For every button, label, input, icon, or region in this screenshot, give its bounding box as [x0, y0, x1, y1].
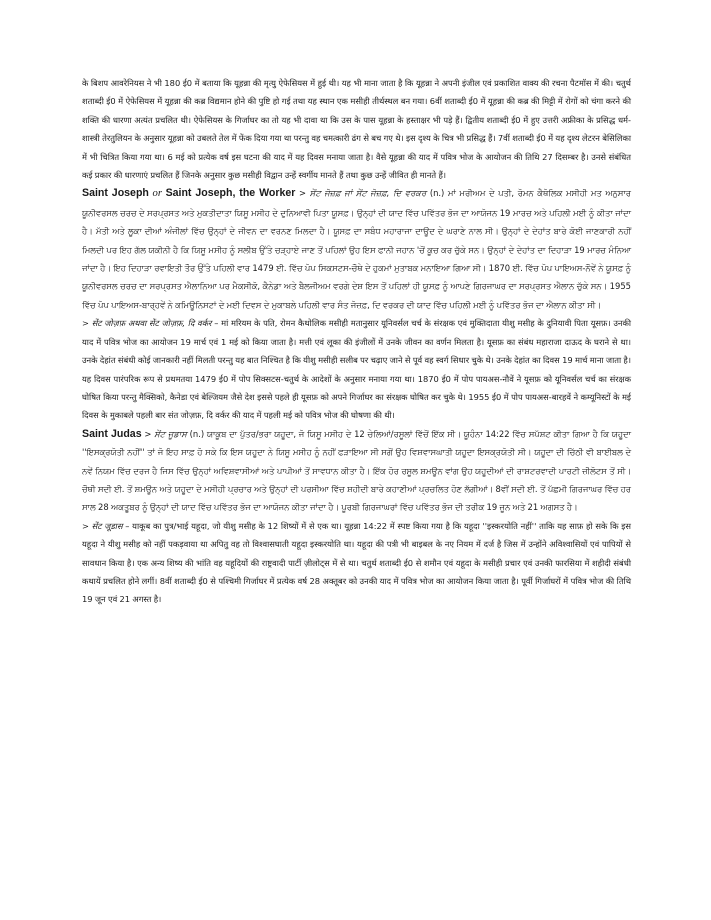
entry-transliteration: > ਸੇਂਟ ਜੂਡਾਸ — [144, 428, 187, 439]
entry-definition: (n.) ਯਾਕੂਬ ਦਾ ਪੁੱਤਰ/ਭਰਾ ਯਹੂਦਾ, ਜੋ ਯਿਸੂ ਮਸੀਹ ਦੇ 12 ਚੇਲਿਆਂ/ਰਸੂਲਾਂ ਵਿੱਚੋਂ ਇੱਕ ਸੀ। ਯੂਹੰਨਾ 14:22 ਵਿੱਚ ਸਪੱਸ਼ਟ ਕੀਤਾ ਗਿਆ ਹੈ ਕਿ ਯਹੂਦਾ ''ਇਸਕ੍ਰਯੋਤੀ ਨਹੀਂ'' ਤਾਂ ਜੋ ਇਹ ਸਾਫ਼ ਹੋ ਸਕੇ ਕਿ ਇਸ ਯਹੂਦਾ ਨੇ ਯਿਸੂ ਮਸੀਹ ਨੂੰ ਨਹੀਂ ਫੜਾਇਆ ਸੀ ਸਗੋਂ ਉਹ ਵਿਸ਼ਵਾਸਘਾਤੀ ਯਹੂਦਾ ਇਸਕ੍ਰਯੋਤੀ ਸੀ। ਯਹੂਦਾ ਦੀ ਚਿੱਠੀ ਵੀ ਬਾਈਬਲ ਦੇ ਨਵੇਂ ਨਿਯਮ ਵਿੱਚ ਦਰਜ ਹੈ ਜਿਸ ਵਿੱਚ ਉਨ੍ਹਾਂ ਅਵਿਸ਼ਵਾਸੀਆਂ ਅਤੇ ਪਾਪੀਆਂ ਤੋਂ ਸਾਵਧਾਨ ਕੀਤਾ ਹੈ। ਇੱਕ ਹੋਰ ਰਸੂਲ ਸ਼ਮਊਨ ਵਾਂਗ ਉਹ ਯਹੂਦੀਆਂ ਦੀ ਰਾਸ਼ਟਰਵਾਦੀ ਪਾਰਟੀ ਜ਼ੀਲੋਟਸ ਤੋਂ ਸੀ। ਚੌਥੀ ਸਦੀ ਈ. ਤੋਂ ਸ਼ਮਊਨ ਅਤੇ ਯਹੂਦਾ ਦੇ ਮਸੀਹੀ ਪ੍ਰਚਾਰ ਅਤੇ ਉਨ੍ਹਾਂ ਦੀ ਪਰਸੀਆ ਵਿੱਚ ਸ਼ਹੀਦੀ ਬਾਰੇ ਕਹਾਣੀਆਂ ਪ੍ਰਚਲਿਤ ਹੋਣ ਲੱਗੀਆਂ। 8ਵੀਂ ਸਦੀ ਈ. ਤੋਂ ਪੱਛਮੀ ਗਿਰਜਾਘਰ ਵਿੱਚ ਹਰ ਸਾਲ 28 ਅਕਤੂਬਰ ਨੂੰ ਉਨ੍ਹਾਂ ਦੀ ਯਾਦ ਵਿੱਚ ਪਵਿੱਤਰ ਭੋਜ ਦਾ ਆਯੋਜਨ ਕੀਤਾ ਜਾਂਦਾ ਹੈ। ਪੂਰਬੀ ਗਿਰਜਾਘਰਾਂ ਵਿੱਚ ਪਵਿੱਤਰ ਭੋਜ ਦੀ ਤਰੀਕ 19 ਜੂਨ ਅਤੇ 21 ਅਗਸਤ ਹੈ। — [82, 428, 631, 513]
saint-joseph-hindi-entry — [82, 314, 631, 424]
entry-definition: – मां मरियम के पति, रोमन कैथोलिक मसीही मतानुसार यूनिवर्सल चर्च के संरक्षक एवं मुक्तिदाता यीशु मसीह के दुनियावी पिता यूसफ़। उनकी याद में पवित्र भोज का आयोजन 19 मार्च एवं 1 मई को किया जाता है। मत्ती एवं लूका की इंजीलों में उनके जीवन का वर्णन मिलता है। यूसफ़ का संबंध महाराजा दाऊद के घराने से था। उनके देहांत संबंधी कोई जानकारी नहीं मिलती परन्तु यह बात निश्चित है कि यीशु मसीही सलीब पर चढ़ाए जाने से पूर्व वह स्वर्ग सिधार चुके थे। उनके देहांत का दिवस 19 मार्च माना जाता है। यह दिवस पारंपरिक रूप से प्रथमतया 1479 ई0 में पोप सिक्सटस-चतुर्थ के आदेशों के अनुसार मनाया गया था। 1870 ई0 में पोप पायअस-नौवें ने यूसफ़ को यूनिवर्सल चर्च का संरक्षक घोषित किया परन्तु मैक्सिको, कैनेडा एवं बेल्जियम जैसे देश इससे पहले ही यूसफ़ को अपने गिर्जाघर का संरक्षक घोषित कर चुके थे। 1955 ई0 में पोप पायअस-बारहवें ने कम्यूनिस्टों के मई दिवस के मुकाबले पहली बार संत जोज़फ़, दि वर्कर की याद में पहली मई को पवित्र भोज की घोषणा की थी। — [82, 318, 632, 421]
paragraph-text: के बिशप आवरेनियस ने भी 180 ई0 में बताया कि यूहन्ना की मृत्यु ऐफेसियस में हुई थी। यह भी माना जाता है कि यूहन्ना ने अपनी इंजील एवं प्रकाशित वाक्य की रचना पैटमॉस में की। चतुर्थ शताब्दी ई0 में ऐफेसियस में यूहन्ना की कब्र विद्यमान होने की पुष्टि हो गई तथा यह स्थान एक मसीही तीर्थस्थल बन गया। 6वीं शताब्दी ई0 में यूहन्ना की कब्र की मिट्टी में रोगों को चंगा करने की शक्ति की धारणा अत्यंत प्रचलित थी। ऐफेसियस के गिर्जाघर का तो यह भी दावा था कि उस के पास यूहन्ना के हस्ताक्षर भी पड़े हैं। द्वितीय शताब्दी ई0 में हुए उत्तरी अफ्रीका के प्रसिद्ध धर्म-शास्त्री तेरतुलियन के अनुसार यूहन्ना को उबलते तेल में फेंक दिया गया था परन्तु वह चमत्कारी ढंग से बच गए थे। इस दृश्य के चित्र भी प्रसिद्ध हैं। 7वीं शताब्दी ई0 में यह दृश्य लेटरन बेसिलिका में भी चित्रित किया गया था। 6 मई को प्रत्येक वर्ष इस घटना की याद में यह दिवस मनाया जाता है। वैसे यूहन्ना की याद में पवित्र भोज के आयोजन की तिथि 27 दिसम्बर है। उनसे संबंधित कई प्रकार की धारणाएं प्रचलित हैं जिनके अनुसार कुछ मसीही विद्वान उन्हें स्वर्गीय मानते हैं तथा कुछ उन्हें जीवित ही मानते हैं। — [82, 78, 631, 181]
john-hindi-paragraph-continued — [82, 74, 631, 184]
entry-transliteration: > सेंट जोज़फ़ अथवा सेंट जोज़फ़, दि वर्कर — [82, 318, 212, 329]
entry-definition: (n.) ਮਾਂ ਮਰੀਅਮ ਦੇ ਪਤੀ, ਰੋਮਨ ਕੈਥੋਲਿਕ ਮਸੀਹੀ ਮਤ ਅਨੁਸਾਰ ਯੂਨੀਵਰਸਲ ਚਰਚ ਦੇ ਸਰਪ੍ਰਸਤ ਅਤੇ ਮੁਕਤੀਦਾਤਾ ਯਿਸੂ ਮਸੀਹ ਦੇ ਦੁਨਿਆਵੀ ਪਿਤਾ ਯੂਸਫ਼। ਉਨ੍ਹਾਂ ਦੀ ਯਾਦ ਵਿੱਚ ਪਵਿੱਤਰ ਭੋਜ ਦਾ ਆਯੋਜਨ 19 ਮਾਰਚ ਅਤੇ ਪਹਿਲੀ ਮਈ ਨੂੰ ਕੀਤਾ ਜਾਂਦਾ ਹੈ। ਮੱਤੀ ਅਤੇ ਲੂਕਾ ਦੀਆਂ ਅੰਜੀਲਾਂ ਵਿੱਚ ਉਨ੍ਹਾਂ ਦੇ ਜੀਵਨ ਦਾ ਵਰਨਣ ਮਿਲਦਾ ਹੈ। ਯੂਸਫ਼ ਦਾ ਸਬੰਧ ਮਹਾਰਾਜਾ ਦਾਊਦ ਦੇ ਘਰਾਣੇ ਨਾਲ ਸੀ। ਉਨ੍ਹਾਂ ਦੇ ਦੇਹਾਂਤ ਬਾਰੇ ਕੋਈ ਜਾਣਕਾਰੀ ਨਹੀਂ ਮਿਲਦੀ ਪਰ ਇਹ ਗੱਲ ਯਕੀਨੀ ਹੈ ਕਿ ਯਿਸੂ ਮਸੀਹ ਨੂੰ ਸਲੀਬ ਉੱਤੇ ਚੜ੍ਹਾਏ ਜਾਣ ਤੋਂ ਪਹਿਲਾਂ ਉਹ ਇਸ ਫਾਨੀ ਜਹਾਨ 'ਚੋਂ ਕੂਚ ਕਰ ਚੁੱਕੇ ਸਨ। ਉਨ੍ਹਾਂ ਦੇ ਦੇਹਾਂਤ ਦਾ ਦਿਹਾੜਾ 19 ਮਾਰਚ ਮੰਨਿਆ ਜਾਂਦਾ ਹੈ। ਇਹ ਦਿਹਾੜਾ ਰਵਾਇਤੀ ਤੌਰ ਉੱਤੇ ਪਹਿਲੀ ਵਾਰ 1479 ਈ. ਵਿੱਚ ਪੋਪ ਸਿਕਸਟਸ-ਚੌਥੇ ਦੇ ਹੁਕਮਾਂ ਮੁਤਾਬਕ ਮਨਾਇਆ ਗਿਆ ਸੀ। 1870 ਈ. ਵਿੱਚ ਪੋਪ ਪਾਇਅਸ-ਨੌਵੇਂ ਨੇ ਯੂਸਫ਼ ਨੂੰ ਯੂਨੀਵਰਸਲ ਚਰਚ ਦਾ ਸਰਪ੍ਰਸਤ ਐਲਾਨਿਆ ਪਰ ਮੈਕਸੀਕੋ, ਕੈਨੇਡਾ ਅਤੇ ਬੈਲਜੀਅਮ ਵਰਗੇ ਦੇਸ਼ ਇਸ ਤੋਂ ਪਹਿਲਾਂ ਹੀ ਯੂਸਫ਼ ਨੂੰ ਆਪਣੇ ਗਿਰਜਾਘਰ ਦਾ ਸਰਪ੍ਰਸਤ ਐਲਾਨ ਚੁੱਕੇ ਸਨ। 1955 ਵਿੱਚ ਪੋਪ ਪਾਇਅਸ-ਬਾਰ੍ਹਵੇਂ ਨੇ ਕਮਿਊਨਿਸਟਾਂ ਦੇ ਮਈ ਦਿਵਸ ਦੇ ਮੁਕਾਬਲੇ ਪਹਿਲੀ ਵਾਰ ਸੰਤ ਜੋਜ਼ਫ਼, ਦਿ ਵਰਕਰ ਦੀ ਯਾਦ ਵਿੱਚ ਪਹਿਲੀ ਮਈ ਨੂੰ ਪਵਿੱਤਰ ਭੋਜ ਦਾ ਐਲਾਨ ਕੀਤਾ ਸੀ। — [82, 188, 631, 310]
entry-term: Saint Judas — [82, 427, 142, 440]
entry-transliteration: > ਸੇਂਟ ਜੋਜ਼ਫ਼ ਜਾਂ ਸੇਂਟ ਜੋਜ਼ਫ਼, ਦਿ ਵਰਕਰ — [299, 188, 427, 199]
saint-judas-hindi-entry — [82, 517, 631, 609]
entry-or-word: or — [152, 188, 162, 200]
entry-term: Saint Joseph — [82, 187, 149, 200]
entry-transliteration: > सेंट जूडास — [82, 520, 123, 531]
entry-definition: – याकूब का पुत्र/भाई यहूदा, जो यीशु मसीह के 12 शिष्यों में से एक था। यूहन्ना 14:22 में स्पष्ट किया गया है कि यहूदा ''इस्करयोति नहीं'' ताकि यह साफ़ हो सके कि इस यहूदा ने यीशु मसीह को नहीं पकड़वाया था अपितु वह तो विश्वासघाती यहूदा इस्करयोति था। यहूदा की पत्री भी बाइबल के नए नियम में दर्ज है जिस में उन्होंने अविश्वासियों एवं पापियों से सावधान किया है। एक अन्य शिष्य की भांति वह यहूदियों की राष्ट्रवादी पार्टी ज़ीलोट्स में से था। चतुर्थ शताब्दी ई0 से शमौन एवं यहूदा के मसीही प्रचार एवं उनकी फारसिया में शहीदी संबंधी कथायें प्रचलित होने लगीं। 8वीं शताब्दी ई0 से पश्चिमी गिर्जाघर में प्रत्येक वर्ष 28 अक्तूबर को उनकी याद में पवित्र भोज का आयोजन किया जाता है। पूर्वी गिर्जाघरों में पवित्र भोज की तिथि 19 जून एवं 21 अगस्त है। — [82, 520, 631, 605]
saint-joseph-punjabi-entry — [82, 184, 631, 314]
entry-term-alt: Saint Joseph, the Worker — [165, 187, 296, 200]
saint-judas-punjabi-entry — [82, 425, 631, 517]
